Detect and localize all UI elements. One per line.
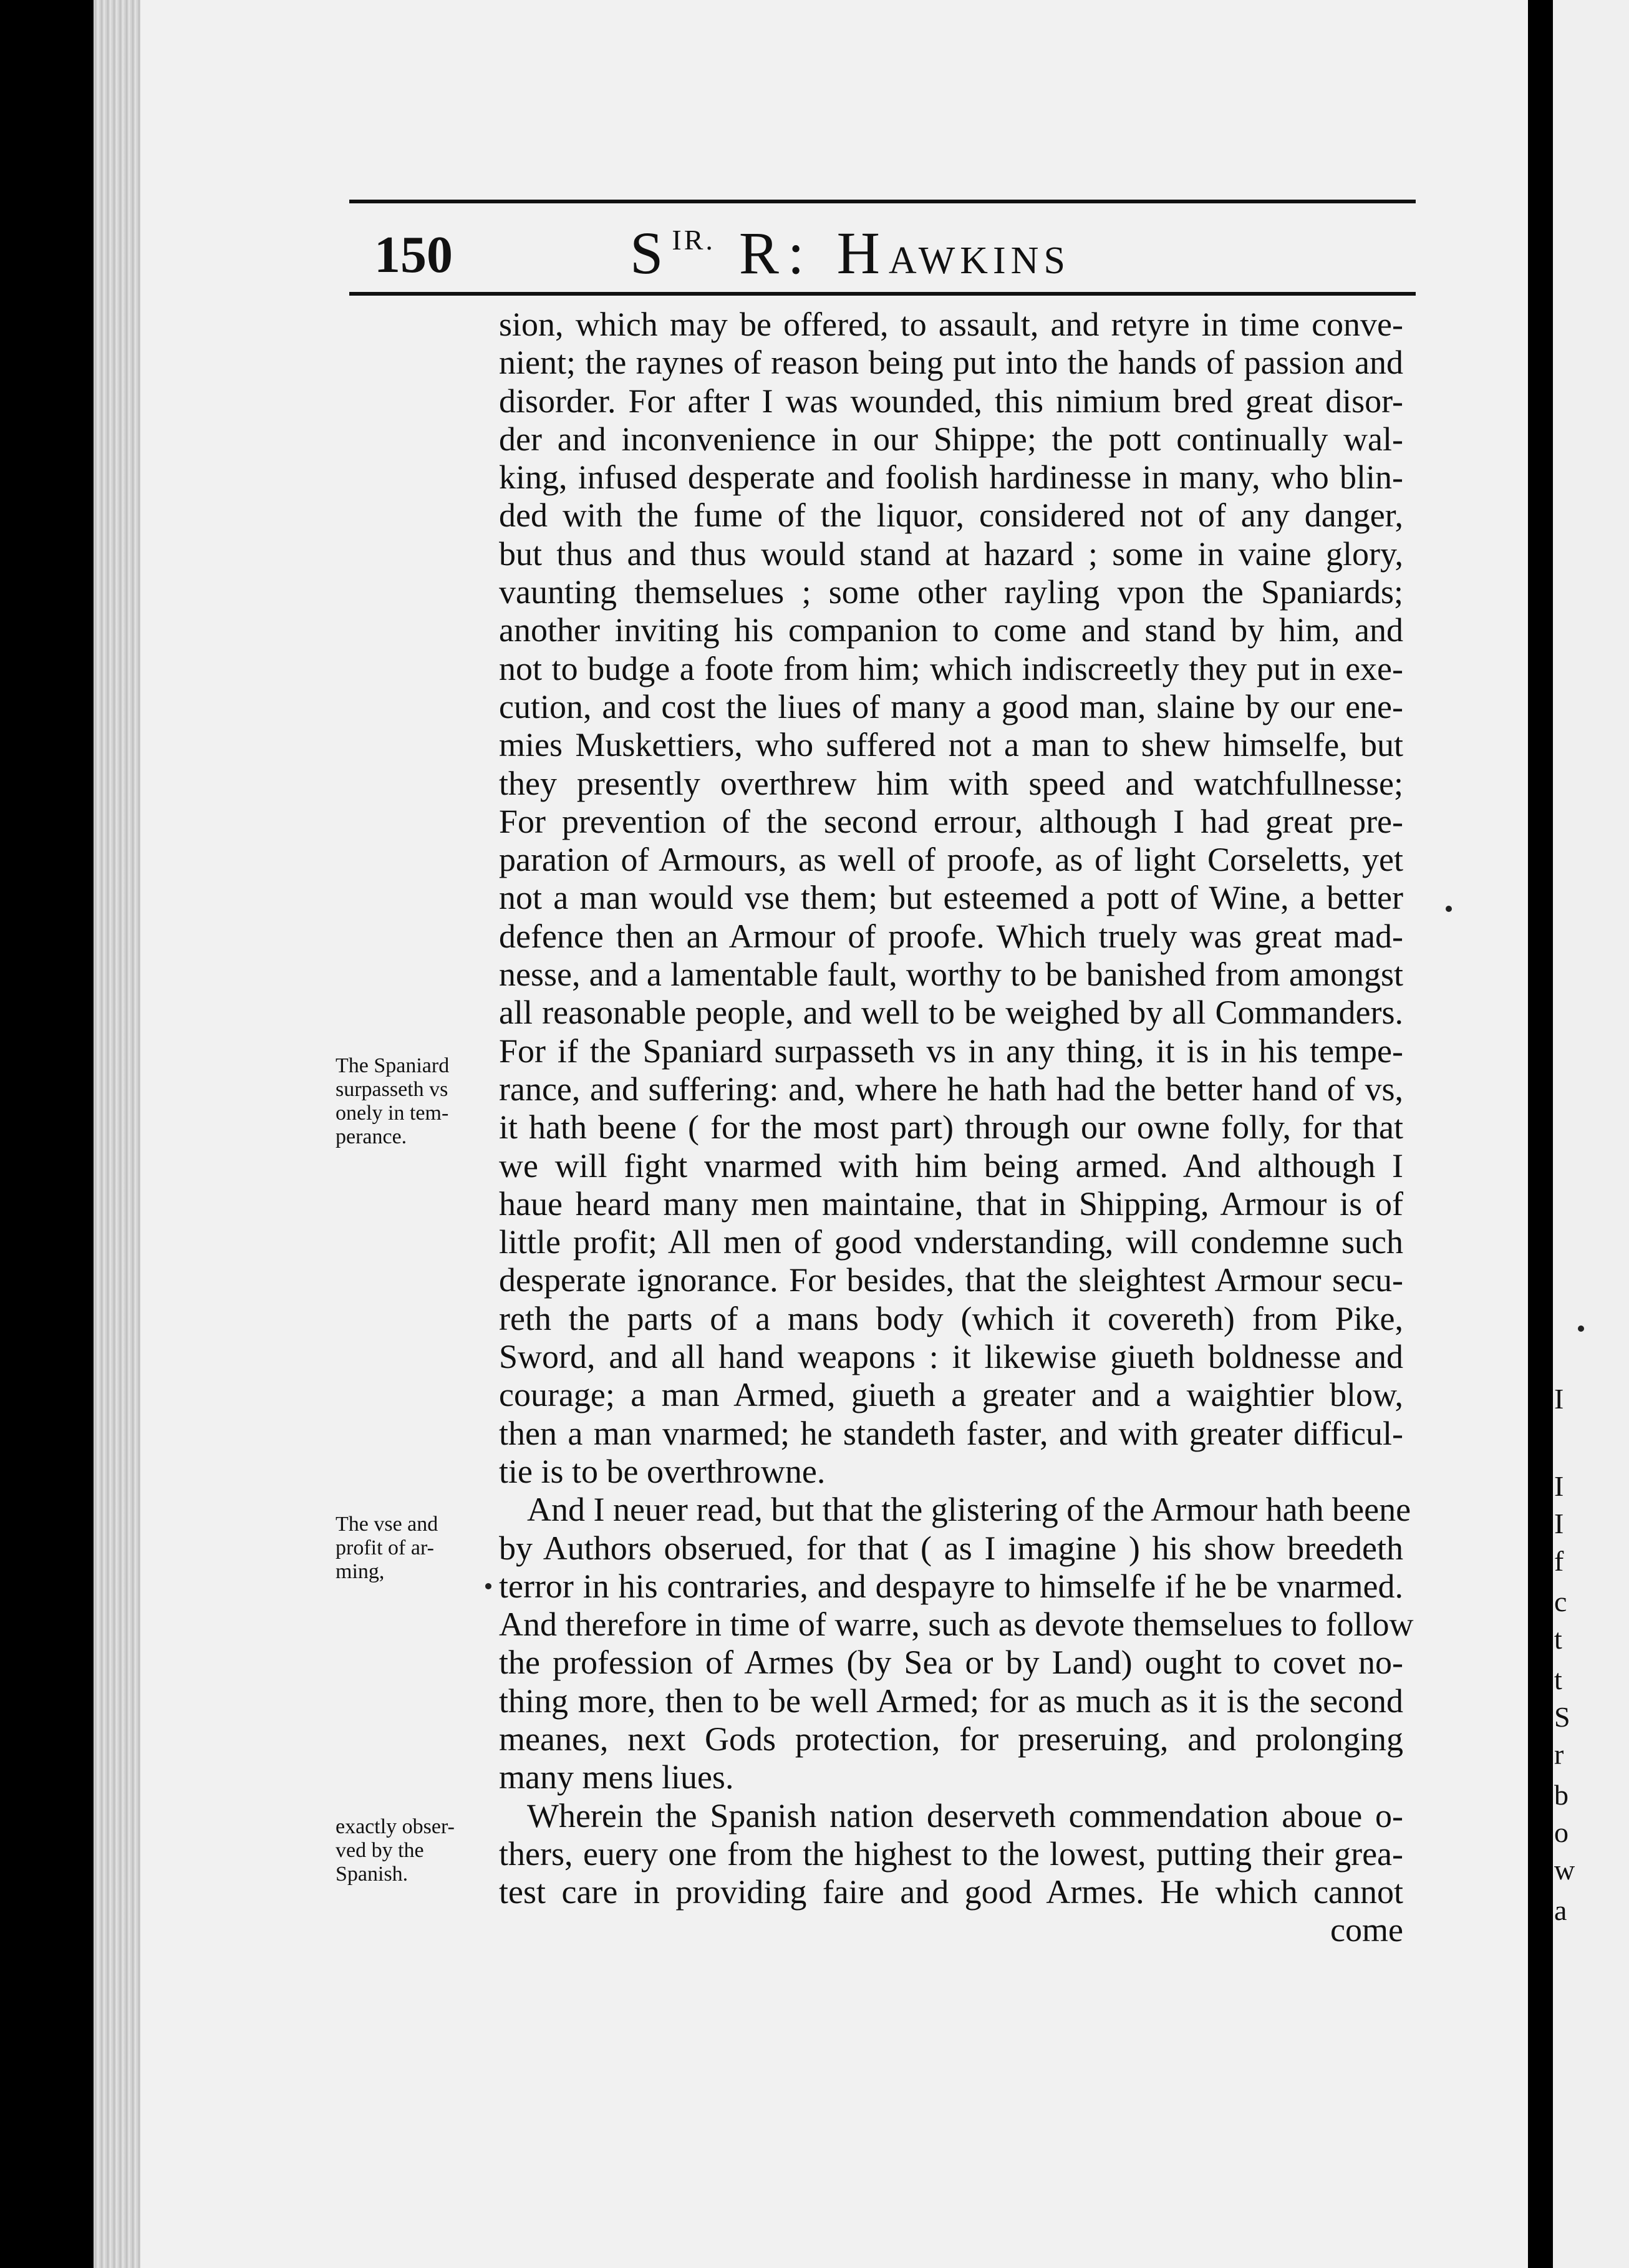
ink-speck: [1446, 906, 1452, 912]
text-line: then a man vnarmed; he standeth faster, and with greater difficul-: [499, 1414, 1403, 1452]
facing-fragment: t: [1554, 1623, 1562, 1655]
text-line: we will fight vnarmed with him being armed. And although I: [499, 1146, 1403, 1185]
text-line: rance, and suffering: and, where he hath had the better hand of vs,: [499, 1070, 1403, 1108]
text-line: king, infused desperate and foolish hardinesse in many, who blin-: [499, 458, 1403, 497]
text-line: thers, euery one from the highest to the lowest, putting their grea-: [499, 1834, 1403, 1873]
text-line: desperate ignorance. For besides, that the sleightest Armour secu-: [499, 1261, 1403, 1299]
running-head-rest: AWKINS: [888, 240, 1070, 282]
running-head-r: R:: [738, 220, 813, 286]
margin-note-line: profit of ar-: [336, 1536, 434, 1559]
margin-note-line: ming,: [336, 1560, 385, 1583]
text-line: vaunting themselues ; some other rayling vpon the Spaniards;: [499, 573, 1403, 611]
text-line: thing more, then to be well Armed; for as much as it is the second: [499, 1682, 1403, 1720]
facing-fragment: t: [1554, 1664, 1562, 1695]
margin-note-spanish: [336, 1815, 491, 1886]
text-line: but thus and thus would stand at hazard ; some in vaine glory,: [499, 535, 1403, 573]
text-line: test care in providing faire and good Armes. He which cannot: [499, 1873, 1403, 1911]
facing-fragment: I: [1554, 1383, 1564, 1415]
margin-note-line: perance.: [336, 1125, 407, 1148]
text-line: paration of Armours, as well of proofe, as of light Corseletts, yet: [499, 841, 1403, 879]
text-line: meanes, next Gods protection, for preseruing, and prolonging: [499, 1720, 1403, 1758]
facing-fragment: f: [1554, 1545, 1564, 1577]
facing-fragment: c: [1554, 1586, 1567, 1617]
text-line: Sword, and all hand weapons : it likewise giueth boldnesse and: [499, 1338, 1403, 1376]
margin-note-line: Spanish.: [336, 1863, 408, 1886]
text-line: And therefore in time of warre, such as devote themselues to follow: [499, 1606, 1414, 1644]
facing-fragment: b: [1554, 1779, 1569, 1811]
facing-fragment: I: [1554, 1508, 1564, 1539]
text-line: they presently overthrew him with speed and watchfullnesse;: [499, 764, 1403, 802]
text-line: For prevention of the second errour, although I had great pre-: [499, 802, 1403, 840]
text-line: sion, which may be offered, to assault, and retyre in time conve-: [499, 306, 1403, 343]
text-line: mies Muskettiers, who suffered not a man to shew himselfe, but: [499, 726, 1403, 764]
text-line: nesse, and a lamentable fault, worthy to be banished from amongst: [499, 956, 1403, 994]
text-line: nient; the raynes of reason being put into the hands of passion and: [499, 344, 1403, 382]
text-line: all reasonable people, and well to be weighed by all Commanders.: [499, 994, 1403, 1032]
text-line: courage; a man Armed, giueth a greater and a waightier blow,: [499, 1376, 1403, 1414]
margin-note-line: ved by the: [336, 1839, 424, 1862]
ink-speck: [485, 1583, 491, 1589]
text-line: not to budge a foote from him; which indiscreetly they put in exe-: [499, 649, 1403, 687]
text-line: disorder. For after I was wounded, this nimium bred great disor-: [499, 382, 1403, 420]
facing-fragment: a: [1554, 1894, 1567, 1926]
margin-note-line: exactly obser-: [336, 1815, 455, 1838]
margin-note-line: surpasseth vs: [336, 1078, 448, 1101]
text-line: For if the Spaniard surpasseth vs in any thing, it is in his tempe-: [499, 1032, 1403, 1070]
text-line: tie is to be overthrowne.: [499, 1452, 826, 1490]
book-gutter: [1528, 0, 1553, 2268]
margin-note-arming: [336, 1513, 491, 1584]
text-line: reth the parts of a mans body (which it covereth) from Pike,: [499, 1299, 1403, 1337]
body-text: [499, 306, 1414, 1950]
header-rule-top: [349, 200, 1416, 203]
page-edge-strip: [94, 0, 140, 2268]
running-head: [630, 218, 1070, 288]
text-line: another inviting his companion to come and stand by him, and: [499, 611, 1403, 649]
text-line: haue heard many men maintaine, that in Shipping, Armour is of: [499, 1185, 1403, 1223]
facing-fragment: o: [1554, 1816, 1569, 1848]
running-head-s: S: [630, 220, 672, 286]
text-line: it hath beene ( for the most part) through our owne folly, for that: [499, 1108, 1403, 1146]
text-line: not a man would vse them; but esteemed a pott of Wine, a better: [499, 879, 1403, 917]
text-line: Wherein the Spanish nation deserveth commendation aboue o-: [527, 1796, 1403, 1834]
text-line: terror in his contraries, and despayre to himselfe if he be vnarmed.: [499, 1567, 1403, 1605]
text-line: by Authors obserued, for that ( as I imagine ) his show breedeth: [499, 1529, 1403, 1567]
text-line: the profession of Armes (by Sea or by Land) ought to covet no-: [499, 1644, 1403, 1682]
header-rule-bottom: [349, 292, 1416, 296]
facing-fragment: I: [1554, 1470, 1564, 1502]
margin-note-line: onely in tem-: [336, 1102, 449, 1125]
margin-note-line: The vse and: [336, 1513, 438, 1536]
text-line: der and inconvenience in our Shippe; the pott continually wal-: [499, 420, 1403, 458]
facing-fragment: w: [1554, 1854, 1575, 1886]
facing-page-edge: [1553, 0, 1629, 2268]
text-line: cution, and cost the liues of many a good man, slaine by our ene-: [499, 687, 1403, 725]
text-line: ded with the fume of the liquor, considered not of any danger,: [499, 497, 1403, 535]
page-number: 150: [374, 226, 453, 284]
margin-note-line: The Spaniard: [336, 1054, 450, 1077]
text-line: little profit; All men of good vnderstanding, will condemne such: [499, 1223, 1403, 1261]
facing-fragment: r: [1554, 1738, 1564, 1770]
ink-speck: [1578, 1325, 1584, 1332]
running-head-sup: IR.: [672, 224, 715, 256]
facing-fragment: S: [1554, 1701, 1570, 1733]
running-head-h: H: [836, 220, 889, 286]
text-line: defence then an Armour of proofe. Which truely was great mad-: [499, 917, 1403, 955]
text-line: many mens liues.: [499, 1758, 734, 1796]
margin-note-spaniard: [336, 1054, 491, 1149]
catchword: come: [1330, 1911, 1403, 1949]
text-line: And I neuer read, but that the glistering of the Armour hath beene: [527, 1491, 1411, 1529]
